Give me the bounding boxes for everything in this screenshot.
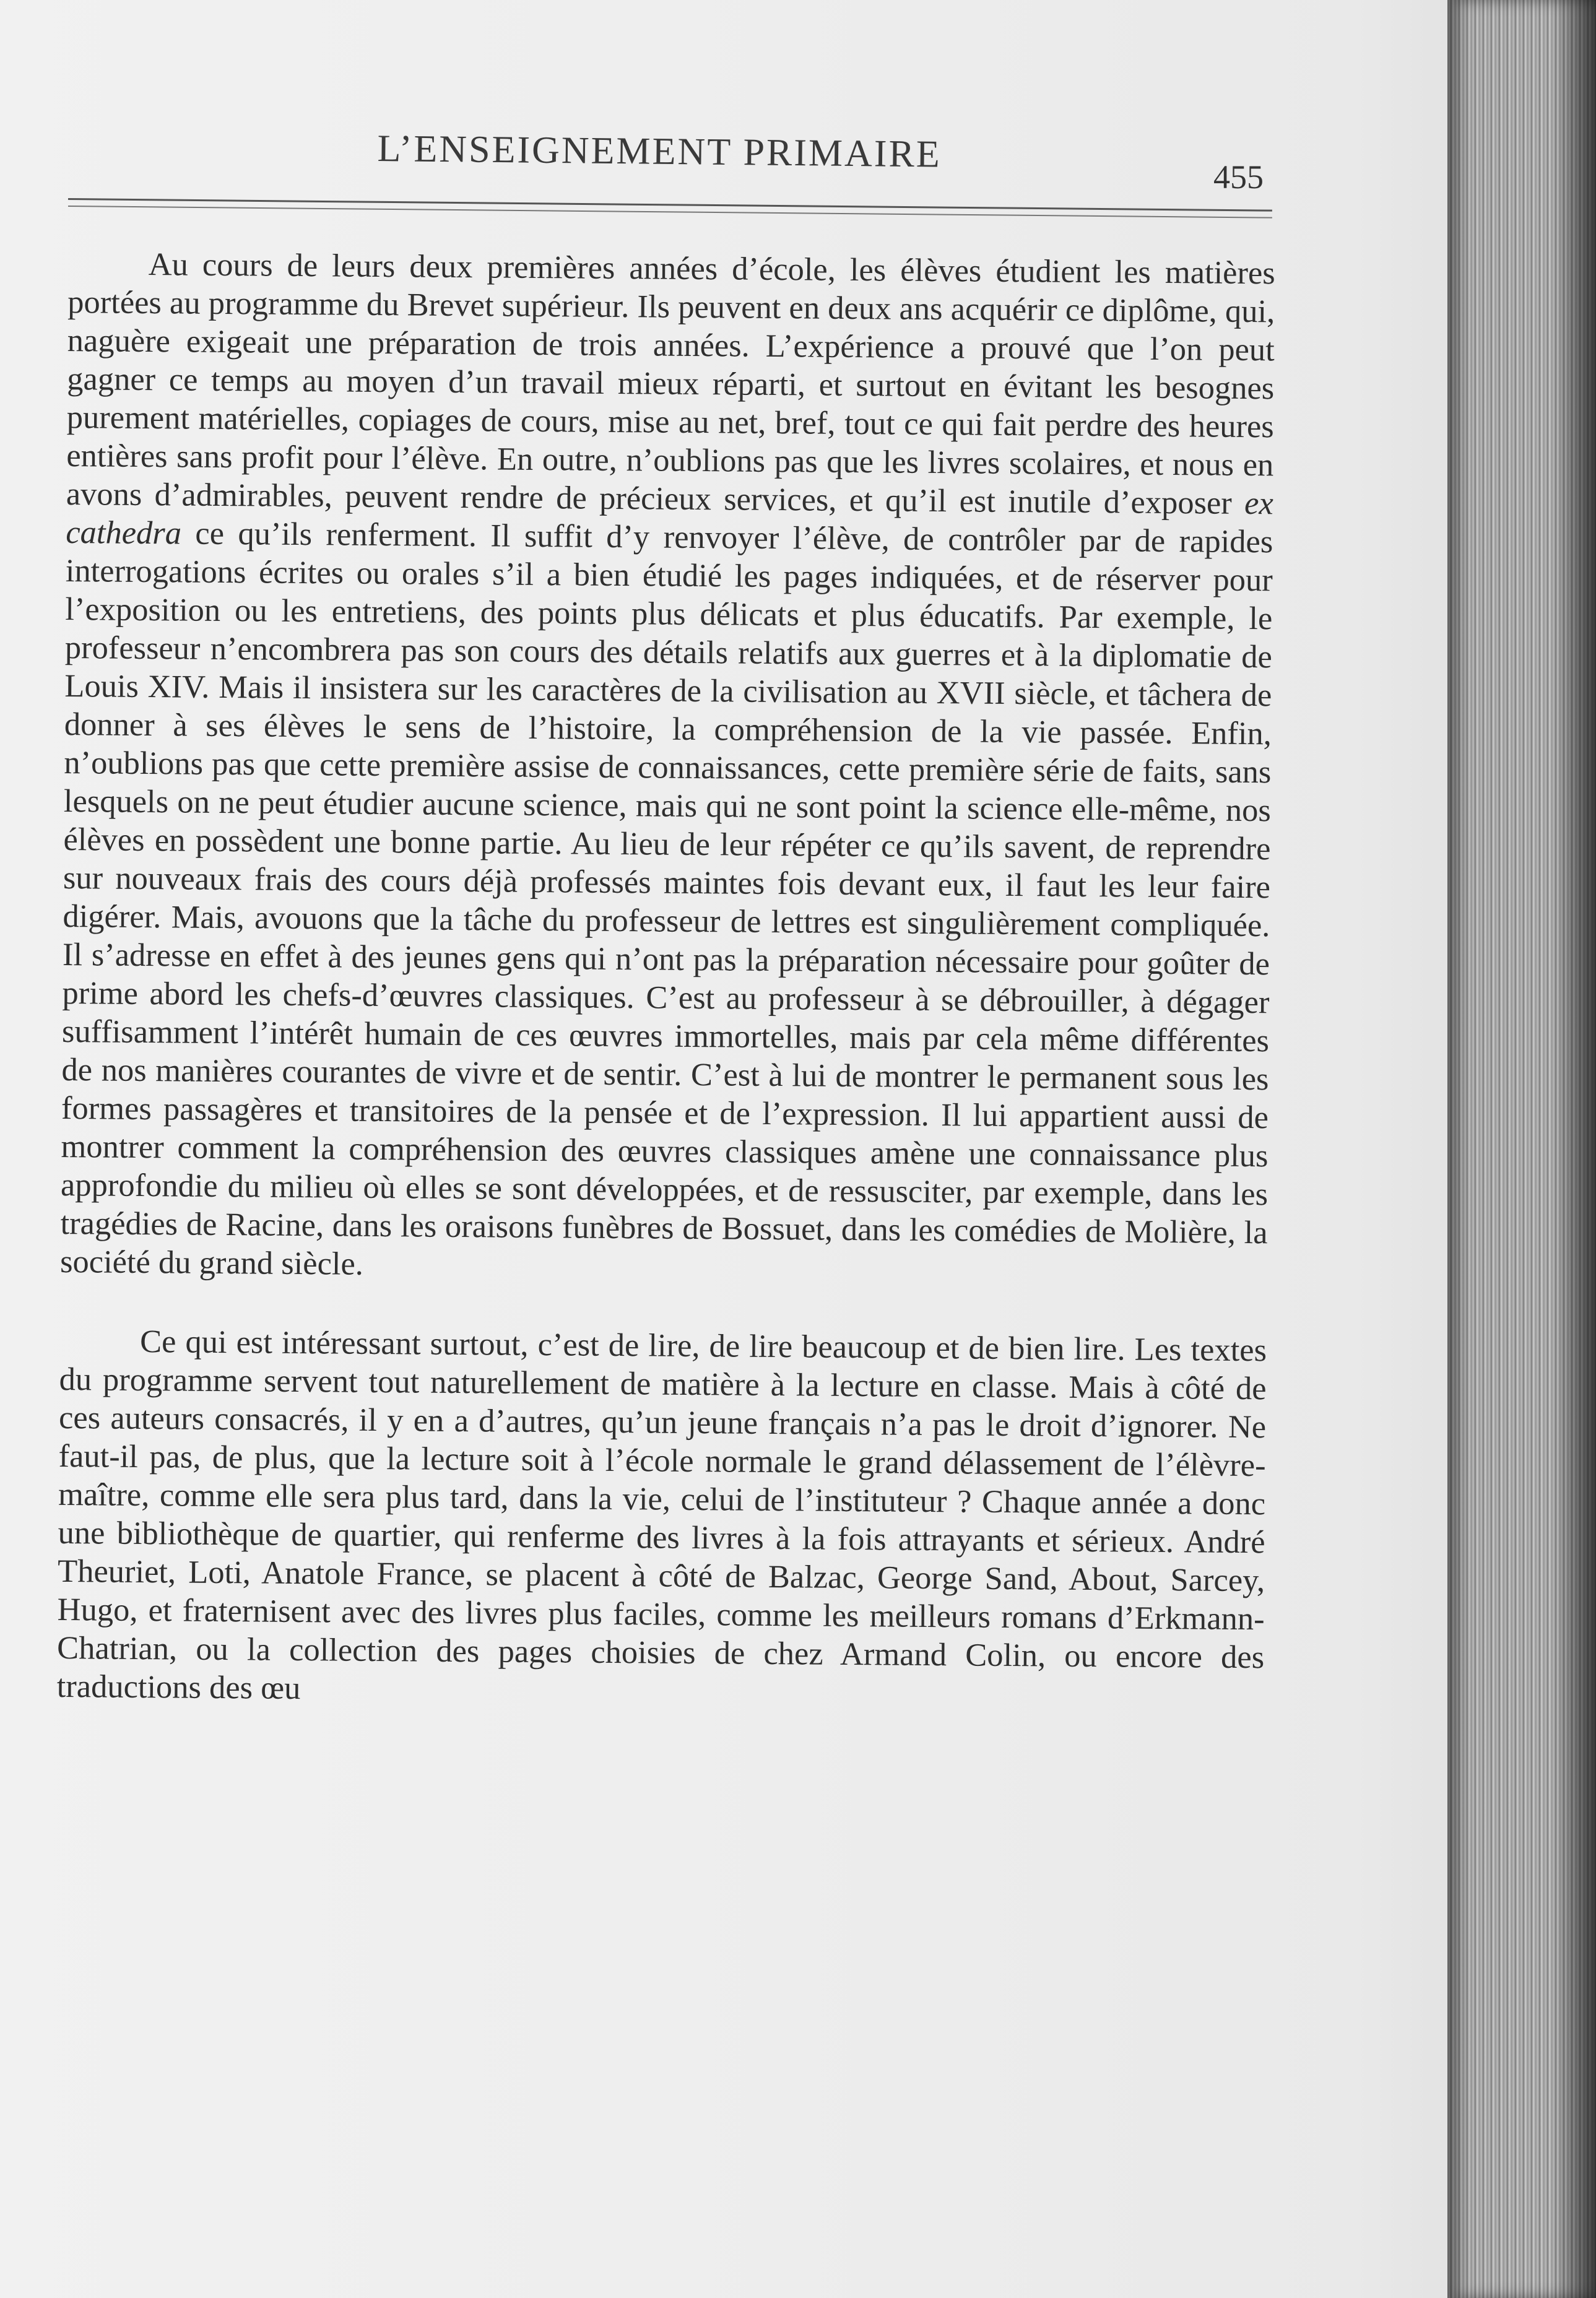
page-body — [56, 245, 1275, 1715]
paragraph-1-text-b: ce qu’ils renferment. Il suffit d’y renvoyer l’élève, de contrôler par de rapides interrogations écrites ou orales s’il a bien étudié les pages indiquées, et de réserver pour l’exposition ou les entretiens, des points plus délicats et plus éducatifs. Par exemple, le professeur n’encombrera pas son cours des détails relatifs aux guerres et à la diplomatie de Louis XIV. Mais il insistera sur les caractères de la civilisation au XVII siècle, et tâchera de donner à ses élèves le sens de l’histoire, la compréhension de la vie passée. Enfin, n’oublions pas que cette première assise de connaissances, cette première série de faits, sans lesquels on ne peut étudier aucune science, mais qui ne sont point la science elle-même, nos élèves en possèdent une bonne partie. Au lieu de leur répéter ce qu’ils savent, de reprendre sur nouveaux frais des cours déjà professés maintes fois devant eux, il faut les leur faire digérer. Mais, avouons que la tâche du professeur de lettres est singulièrement compliquée. Il s’adresse en effet à des jeunes gens qui n’ont pas la préparation nécessaire pour goûter de prime abord les chefs-d’œuvres classiques. C’est au professeur à se débrouiller, à dégager suffisamment l’intérêt humain de ces œuvres immortelles, mais par cela même différentes de nos manières courantes de vivre et de sentir. C’est à lui de montrer le permanent sous les formes passagères et transitoires de la pensée et de l’expression. Il lui appartient aussi de montrer comment la compréhension des œuvres classiques amène une connaissance plus approfondie du milieu où elles se sont développées, et de ressusciter, par exemple, dans les tragédies de Racine, dans les oraisons funèbres de Bossuet, dans les comédies de Molière, la société du grand siècle. — [59, 515, 1273, 1282]
page-number: 455 — [1213, 158, 1264, 196]
page-header — [68, 127, 1275, 245]
header-rule — [68, 198, 1272, 212]
running-title: L’ENSEIGNEMENT PRIMAIRE — [377, 127, 942, 176]
paragraph-1-text-a: Au cours de leurs deux premières années d’école, les élèves étudient les matières portées au programme du Brevet supérieur. Ils peuvent en deux ans acquérir ce diplôme, qui, naguère exigeait une préparation de trois années. L’expérience a prouvé que l’on peut gagner ce temps au moyen d’un travail mieux réparti, et surtout en évitant les besognes purement matérielles, copiages de cours, mise au net, bref, tout ce qui fait perdre des heures entières sans profit pour l’élève. En outre, n’oublions pas que les livres scolaires, et nous en avons d’admirables, peuvent rendre de précieux services, et qu’il est inutile d’exposer — [66, 246, 1275, 521]
paragraph-1 — [60, 245, 1275, 1290]
paragraph-2: Ce qui est intéressant surtout, c’est de lire, de lire beaucoup et de bien lire. Les textes du programme servent tout naturellement de matière à la lecture en classe. Mais à côté de ces auteurs consacrés, il y en a d’autres, qu’un jeune français n’a pas le droit d’ignorer. Ne faut-il pas, de plus, que la lecture soit à l’école normale le grand délassement de l’élèvre-maître, comme elle sera plus tard, dans la vie, celui de l’instituteur ? Chaque année a donc une bibliothèque de quartier, qui renferme des livres à la fois attrayants et sérieux. André Theuriet, Loti, Anatole France, se placent à côté de Balzac, George Sand, About, Sarcey, Hugo, et fraternisent avec des livres plus faciles, comme les meilleurs romans d’Erkmann-Chatrian, ou la collection des pages choisies de chez Armand Colin, ou encore des traductions des œu — [56, 1323, 1267, 1707]
book-page-edges — [1447, 0, 1596, 2298]
paragraph-1-italic-phrase: ex cathedra — [66, 485, 1274, 552]
